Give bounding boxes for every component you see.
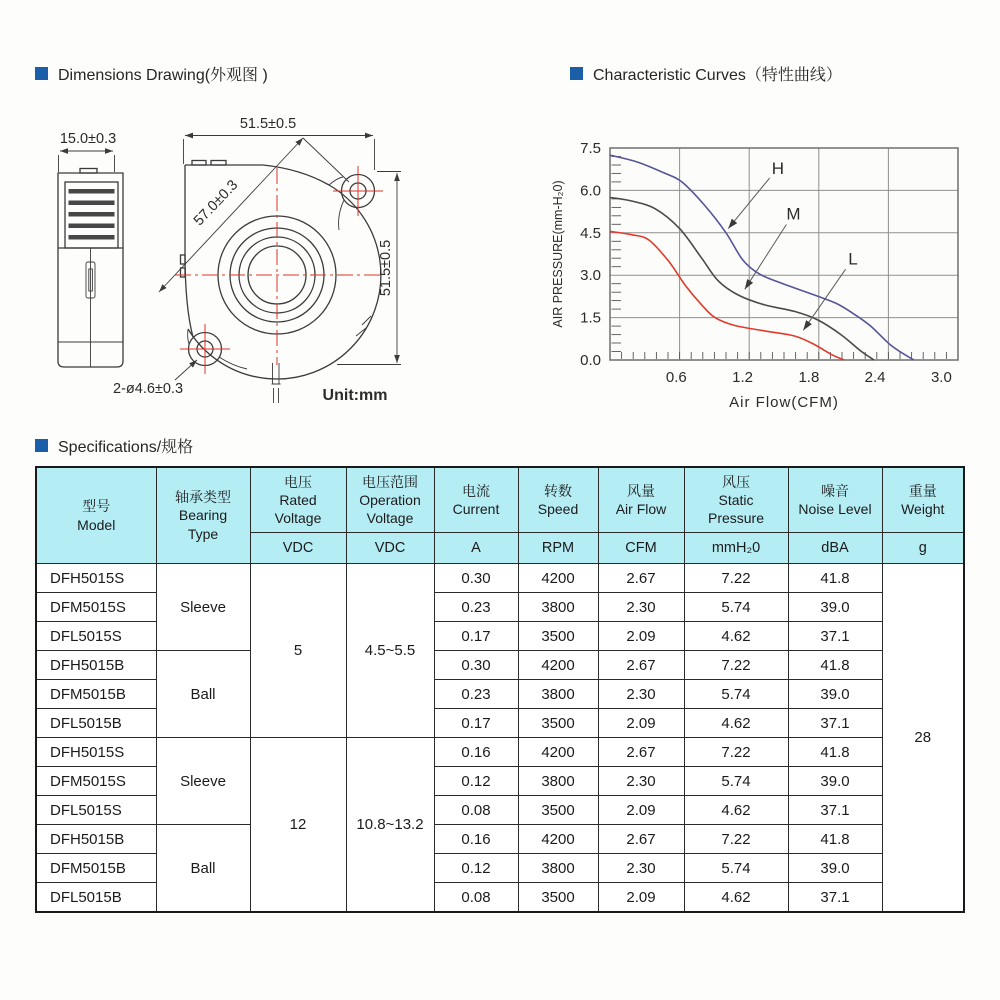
header-rated_voltage: 电压 Rated Voltage [250,467,346,533]
cell-speed: 3800 [518,767,598,796]
unit-label: Unit:mm [322,387,388,404]
cell-current: 0.17 [434,709,518,738]
cell-speed: 4200 [518,825,598,854]
cell-model: DFL5015S [36,796,156,825]
x-axis-label: Air Flow(CFM) [729,394,839,411]
header-static_pressure: 风压 Static Pressure [684,467,788,533]
cell-static-pressure: 5.74 [684,767,788,796]
unit-current: A [434,533,518,564]
cell-static-pressure: 4.62 [684,883,788,913]
curve-label-H: H [771,158,785,178]
vent-slats [69,189,115,240]
cell-current: 0.23 [434,593,518,622]
cell-static-pressure: 5.74 [684,854,788,883]
cell-noise: 37.1 [788,622,882,651]
cell-model: DFL5015S [36,622,156,651]
cell-current: 0.23 [434,680,518,709]
cell-speed: 3500 [518,796,598,825]
x-tick-labels [666,369,952,386]
cell-static-pressure: 4.62 [684,796,788,825]
cell-model: DFL5015B [36,709,156,738]
cell-noise: 39.0 [788,593,882,622]
dim-top-width-label: 51.5±0.5 [239,116,297,132]
svg-text:2.4: 2.4 [864,369,886,386]
cell-speed: 3500 [518,709,598,738]
cell-static-pressure: 7.22 [684,825,788,854]
cell-rated_voltage: 5 [250,564,346,738]
cell-air-flow: 2.09 [598,796,684,825]
svg-text:3.0: 3.0 [930,369,952,386]
dimensions-drawing [25,112,505,427]
svg-text:4.5: 4.5 [580,224,601,242]
cell-noise: 37.1 [788,796,882,825]
svg-text:1.8: 1.8 [798,369,820,386]
cell-air-flow: 2.30 [598,767,684,796]
cell-current: 0.16 [434,825,518,854]
cell-air-flow: 2.67 [598,651,684,680]
section-curves-header [570,62,842,85]
header-current: 电流 Current [434,467,518,533]
cell-speed: 4200 [518,651,598,680]
section-dimensions-title: Dimensions Drawing(外观图 ) [58,67,268,84]
cell-static-pressure: 7.22 [684,738,788,767]
cell-current: 0.16 [434,738,518,767]
cell-rated_voltage: 12 [250,738,346,913]
cell-current: 0.08 [434,796,518,825]
cell-speed: 3800 [518,854,598,883]
unit-air_flow: CFM [598,533,684,564]
y-axis-label: AIR PRESSURE(mm-H₂0) [551,180,565,328]
cell-current: 0.17 [434,622,518,651]
cell-speed: 3500 [518,883,598,913]
dim-side-width-label: 15.0±0.3 [59,131,117,147]
section-specs-title: Specifications/规格 [58,439,194,456]
cell-bearing: Sleeve [156,564,250,651]
svg-text:0.6: 0.6 [665,369,687,386]
cell-operation_voltage: 4.5~5.5 [346,564,434,738]
cell-weight: 28 [882,564,964,913]
section-bullet-icon [35,439,48,452]
cell-operation_voltage: 10.8~13.2 [346,738,434,913]
cell-static-pressure: 7.22 [684,651,788,680]
cell-model: DFH5015B [36,651,156,680]
table-row [36,825,964,854]
table-row [36,564,964,593]
header-bearing: 轴承类型 Bearing Type [156,467,250,564]
curve-label-M: M [786,204,801,224]
svg-text:0.0: 0.0 [580,352,601,369]
lead-wires [272,363,281,403]
curve-label-L: L [848,249,858,269]
table-row [36,738,964,767]
svg-text:3.0: 3.0 [580,267,601,285]
header-model: 型号 Model [36,467,156,564]
table-row [36,651,964,680]
cell-model: DFH5015S [36,738,156,767]
cell-current: 0.30 [434,564,518,593]
cell-speed: 3800 [518,680,598,709]
cell-noise: 37.1 [788,883,882,913]
svg-text:1.2: 1.2 [732,369,754,386]
unit-speed: RPM [518,533,598,564]
cell-static-pressure: 5.74 [684,680,788,709]
dim-holes-label: 2-ø4.6±0.3 [113,381,184,397]
section-bullet-icon [35,67,48,80]
specifications-table [35,466,965,913]
fan-front-view [113,116,401,404]
svg-text:7.5: 7.5 [580,140,601,157]
cell-bearing: Ball [156,825,250,913]
cell-static-pressure: 5.74 [684,593,788,622]
cell-noise: 41.8 [788,564,882,593]
cell-bearing: Sleeve [156,738,250,825]
cell-noise: 37.1 [788,709,882,738]
cell-model: DFM5015S [36,593,156,622]
header-speed: 转数 Speed [518,467,598,533]
cell-current: 0.30 [434,651,518,680]
cell-noise: 39.0 [788,854,882,883]
cell-speed: 4200 [518,738,598,767]
y-tick-labels [580,140,601,369]
cell-model: DFM5015B [36,680,156,709]
cell-model: DFH5015S [36,564,156,593]
cell-air-flow: 2.30 [598,854,684,883]
unit-weight: g [882,533,964,564]
cell-noise: 41.8 [788,825,882,854]
cell-air-flow: 2.09 [598,883,684,913]
cell-air-flow: 2.30 [598,680,684,709]
section-curves-title: Characteristic Curves（特性曲线） [593,67,842,84]
cell-current: 0.12 [434,854,518,883]
cell-air-flow: 2.67 [598,738,684,767]
cell-air-flow: 2.30 [598,593,684,622]
header-operation_voltage: 电压范围 Operation Voltage [346,467,434,533]
cell-current: 0.08 [434,883,518,913]
unit-operation_voltage: VDC [346,533,434,564]
header-air_flow: 风量 Air Flow [598,467,684,533]
section-dimensions-header [35,62,268,85]
cell-static-pressure: 4.62 [684,709,788,738]
cell-air-flow: 2.67 [598,564,684,593]
cell-air-flow: 2.09 [598,709,684,738]
cell-noise: 41.8 [788,738,882,767]
cell-speed: 3800 [518,593,598,622]
section-specs-header [35,434,193,457]
cell-current: 0.12 [434,767,518,796]
header-weight: 重量 Weight [882,467,964,533]
cell-speed: 3500 [518,622,598,651]
cell-noise: 41.8 [788,651,882,680]
cell-model: DFM5015B [36,854,156,883]
unit-rated_voltage: VDC [250,533,346,564]
cell-air-flow: 2.09 [598,622,684,651]
svg-text:6.0: 6.0 [580,182,601,200]
cell-model: DFL5015B [36,883,156,913]
svg-text:1.5: 1.5 [580,309,601,327]
unit-noise: dBA [788,533,882,564]
cell-static-pressure: 4.62 [684,622,788,651]
dim-right-height-label: 51.5±0.5 [378,239,394,297]
cell-air-flow: 2.67 [598,825,684,854]
cell-model: DFM5015S [36,767,156,796]
cell-speed: 4200 [518,564,598,593]
unit-static_pressure: mmH₂0 [684,533,788,564]
fan-side-view [58,131,123,367]
dim-diagonal-label: 57.0±0.3 [190,177,242,230]
cell-model: DFH5015B [36,825,156,854]
cell-noise: 39.0 [788,680,882,709]
cell-static-pressure: 7.22 [684,564,788,593]
cell-bearing: Ball [156,651,250,738]
section-bullet-icon [570,67,583,80]
characteristic-curves-chart [548,136,980,433]
cell-noise: 39.0 [788,767,882,796]
header-noise: 噪音 Noise Level [788,467,882,533]
